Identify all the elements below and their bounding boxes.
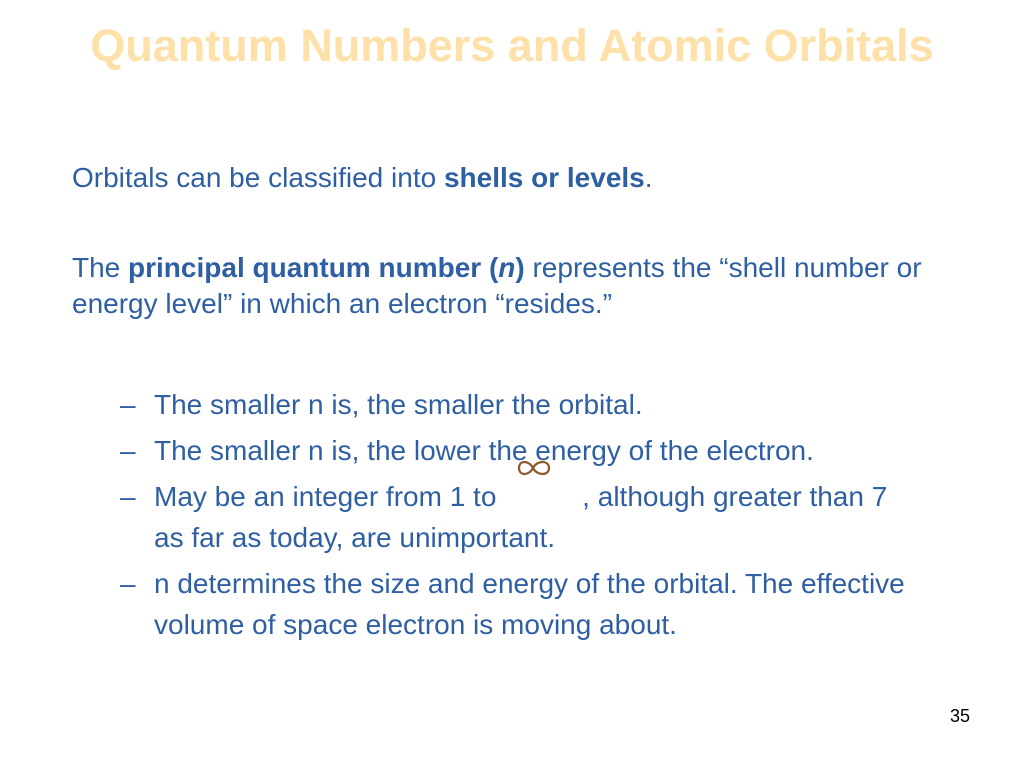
principal-bold-start: principal quantum number ( [128, 252, 499, 283]
bullet-dash: – [120, 481, 136, 512]
principal-paragraph [72, 250, 932, 322]
intro-bold-text: shells or levels [443, 162, 645, 193]
bullet-text: The smaller n is, the lower the energy of the electron. [154, 435, 814, 466]
infinity-icon [496, 478, 574, 506]
page-number: 35 [949, 706, 970, 726]
bullet-text-after-symbol: , although greater than 7 as far as today, are unimportant. [154, 481, 888, 553]
bullet-dash: – [120, 389, 136, 420]
slide-title: Quantum Numbers and Atomic Orbitals [90, 20, 934, 71]
principal-lead: The [72, 252, 129, 283]
bullet-item-1 [116, 384, 916, 425]
intro-period: . [644, 162, 653, 193]
bullet-dash: – [120, 568, 136, 599]
intro-paragraph [72, 160, 932, 196]
bullet-dash: – [120, 435, 136, 466]
bullet-list [116, 384, 916, 650]
bullet-text: n determines the size and energy of the orbital. The effective volume of space electron is moving about. [154, 568, 905, 640]
principal-n-symbol: n [498, 252, 516, 283]
bullet-item-4 [116, 563, 916, 645]
principal-bold-end: ) [515, 252, 525, 283]
bullet-text: The smaller n is, the smaller the orbital. [154, 389, 643, 420]
bullet-item-3 [116, 476, 916, 558]
intro-text: Orbitals can be classified into [72, 162, 444, 193]
principal-description: represents the “shell number or energy level” in which an electron “resides.” [72, 252, 922, 319]
bullet-text-before-symbol: May be an integer from 1 to [154, 481, 497, 512]
